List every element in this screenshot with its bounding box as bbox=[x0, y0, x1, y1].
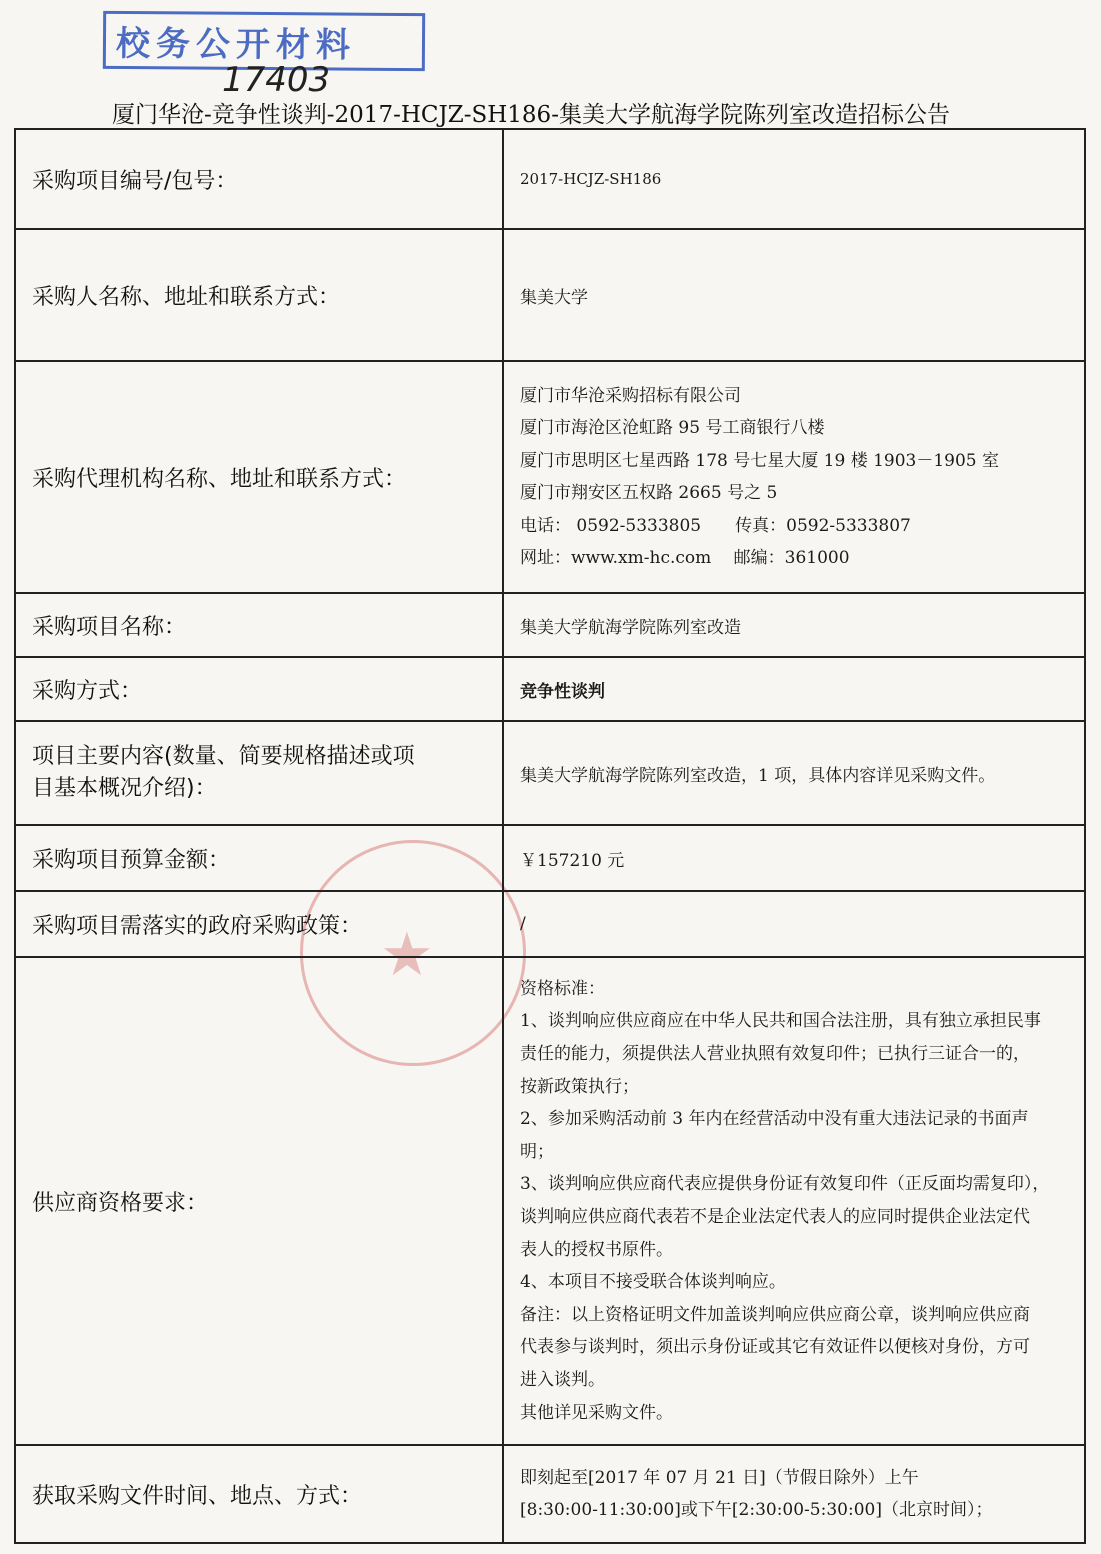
row-qualification bbox=[15, 957, 1085, 1445]
seal-star-icon: ★ bbox=[380, 920, 434, 990]
label-qualification: 供应商资格要求： bbox=[15, 957, 503, 1445]
value-obtain bbox=[503, 1445, 1085, 1543]
handwritten-number: 17403 bbox=[222, 60, 331, 100]
value-policy: / bbox=[503, 891, 1085, 957]
archive-stamp: 校务公开材料 bbox=[103, 11, 425, 71]
label-project-number: 采购项目编号/包号： bbox=[15, 129, 503, 229]
qualification-line: 2、参加采购活动前 3 年内在经营活动中没有重大违法记录的书面声 bbox=[520, 1109, 1029, 1130]
row-project-name bbox=[15, 593, 1085, 657]
qualification-line: 谈判响应供应商代表若不是企业法定代表人的应同时提供企业法定代 bbox=[520, 1207, 1030, 1227]
label-purchaser: 采购人名称、地址和联系方式： bbox=[15, 229, 503, 361]
label-content bbox=[15, 721, 503, 825]
row-budget bbox=[15, 825, 1085, 891]
qualification-line: 其他详见采购文件。 bbox=[520, 1402, 673, 1423]
qualification-line: 代表参与谈判时，须出示身份证或其它有效证件以便核对身份，方可 bbox=[520, 1337, 1030, 1358]
label-content-line: 项目主要内容(数量、简要规格描述或项 bbox=[32, 744, 415, 769]
agency-line: 厦门市思明区七星西路 178 号七星大厦 19 楼 1903－1905 室 bbox=[520, 450, 1000, 471]
qualification-line: 备注：以上资格证明文件加盖谈判响应供应商公章，谈判响应供应商 bbox=[520, 1304, 1030, 1325]
agency-line: 网址：www.xm-hc.com 邮编：361000 bbox=[520, 548, 850, 568]
qualification-line: 1、谈判响应供应商应在中华人民共和国合法注册，具有独立承担民事 bbox=[520, 1011, 1041, 1032]
qualification-line: 进入谈判。 bbox=[520, 1369, 605, 1390]
row-agency bbox=[15, 361, 1085, 593]
qualification-line: 责任的能力，须提供法人营业执照有效复印件；已执行三证合一的， bbox=[520, 1044, 1030, 1065]
row-purchaser bbox=[15, 229, 1085, 361]
qualification-line: 3、谈判响应供应商代表应提供身份证有效复印件（正反面均需复印）， bbox=[520, 1174, 1050, 1195]
label-policy: 采购项目需落实的政府采购政策： bbox=[15, 891, 503, 957]
label-agency: 采购代理机构名称、地址和联系方式： bbox=[15, 361, 503, 593]
value-agency bbox=[503, 361, 1085, 593]
value-content: 集美大学航海学院陈列室改造，1 项，具体内容详见采购文件。 bbox=[503, 721, 1085, 825]
row-content bbox=[15, 721, 1085, 825]
value-purchaser: 集美大学 bbox=[503, 229, 1085, 361]
qualification-line: 资格标准： bbox=[520, 978, 605, 999]
row-method bbox=[15, 657, 1085, 721]
agency-line: 厦门市海沧区沧虹路 95 号工商银行八楼 bbox=[520, 418, 825, 438]
row-obtain bbox=[15, 1445, 1085, 1543]
row-project-number bbox=[15, 129, 1085, 229]
row-policy bbox=[15, 891, 1085, 957]
label-project-name: 采购项目名称： bbox=[15, 593, 503, 657]
page-title: 厦门华沧-竞争性谈判-2017-HCJZ-SH186-集美大学航海学院陈列室改造招标公告 bbox=[112, 102, 950, 128]
value-project-name: 集美大学航海学院陈列室改造 bbox=[503, 593, 1085, 657]
value-budget: ￥157210 元 bbox=[503, 825, 1085, 891]
qualification-line: 表人的授权书原件。 bbox=[520, 1239, 673, 1260]
agency-line: 厦门市华沧采购招标有限公司 bbox=[520, 385, 741, 406]
obtain-line: 即刻起至[2017 年 07 月 21 日]（节假日除外）上午 bbox=[520, 1467, 919, 1488]
agency-line: 厦门市翔安区五权路 2665 号之 5 bbox=[520, 483, 778, 503]
label-obtain: 获取采购文件时间、地点、方式： bbox=[15, 1445, 503, 1543]
label-budget: 采购项目预算金额： bbox=[15, 825, 503, 891]
obtain-line: [8:30:00-11:30:00]或下午[2:30:00-5:30:00]（北京时间）； bbox=[520, 1500, 993, 1520]
qualification-line: 明； bbox=[520, 1141, 554, 1162]
qualification-line: 按新政策执行； bbox=[520, 1076, 639, 1097]
value-method: 竞争性谈判 bbox=[503, 657, 1085, 721]
announcement-table bbox=[14, 128, 1086, 1544]
qualification-line: 4、本项目不接受联合体谈判响应。 bbox=[520, 1272, 786, 1293]
label-content-line: 目基本概况介绍)： bbox=[32, 776, 217, 801]
agency-line: 电话： 0592-5333805 传真：0592-5333807 bbox=[520, 515, 911, 536]
value-qualification bbox=[503, 957, 1085, 1445]
value-project-number: 2017-HCJZ-SH186 bbox=[503, 129, 1085, 229]
label-method: 采购方式： bbox=[15, 657, 503, 721]
